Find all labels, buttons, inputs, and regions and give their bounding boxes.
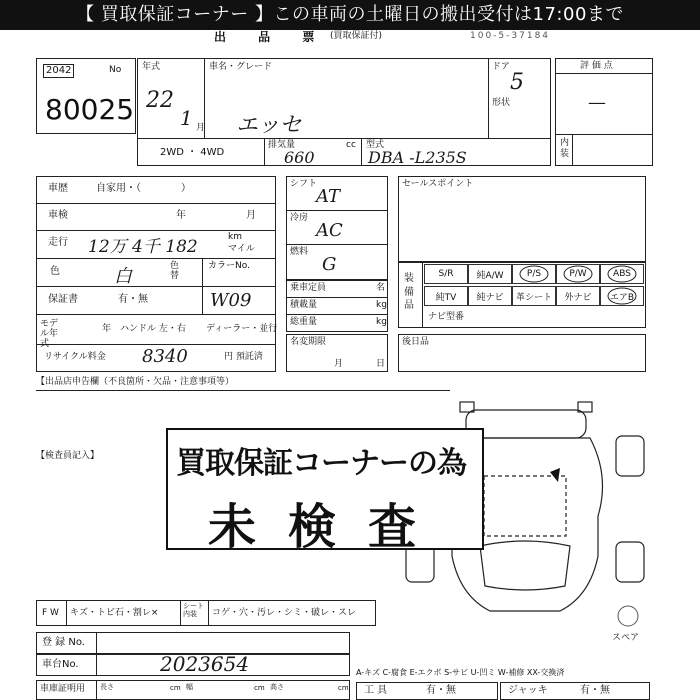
lot-no-label: No [109,65,122,75]
door-value: 5 [510,70,524,95]
total-weight-label: 総重量 [290,317,318,327]
color-no-label: カラーNo. [208,261,250,271]
damage-legend: A-キズ C-腐食 E-エクボ S-サビ U-凹ミ W-補修 XX-交換済 [356,668,565,677]
color-no-value: W09 [210,290,252,311]
shift-value: AT [316,186,341,207]
navi-model-label: ナビ型番 [428,312,465,322]
chassis-label: 車台No. [42,659,79,670]
header-code: 100-5-37184 [470,31,551,41]
not-inspected-stamp [166,428,484,555]
color-change-label: 色替 [170,261,180,281]
inspector-label: 【検査員記入】 [36,451,100,461]
recycle-value: 8340 [142,346,188,367]
capacity-unit: 名 [376,283,386,293]
later-date-label: 後日品 [402,337,430,347]
recycle-unit: 円 預託済 [224,352,263,362]
stamp-line-1: 買取保証コーナーの為 [176,446,466,481]
name-change-day: 日 [376,359,386,369]
cert-length-label: 長さ [100,683,114,691]
registration-label: 登 録 No. [42,637,85,648]
engine-value: 660 [284,148,315,167]
interior-label: 内装 [560,138,570,159]
engine-unit: cc [346,140,356,150]
spare-label: スペア [612,633,640,643]
name-change-month: 月 [334,359,344,369]
equip-navi: 純ナビ [468,286,512,306]
equip-pw: P/W [556,264,600,284]
later-date-box [398,334,646,372]
notes-label: 【出品店申告欄（不良箇所・欠品・注意事項等） [36,377,235,387]
cert-height-unit: cm [338,684,349,692]
top-banner: 【 買取保証コーナー 】この車両の土曜日の搬出受付は17:00まで [0,0,700,30]
cert-length-unit: cm [170,684,181,692]
garage-cert-label: 車庫証明用 [40,684,86,694]
cert-height-label: 高さ [270,683,284,691]
fw-value: キズ・トビ石・割レ× [70,608,159,618]
equipment-label: 装備品 [404,273,414,311]
equip-airbag: エアB [600,286,644,306]
score-label: 評 価 点 [580,61,613,71]
aircon-value: AC [316,220,343,241]
tools-value: 有・無 [426,685,456,696]
equip-ext-navi: 外ナビ [556,286,600,306]
handle-label: ハンドル 左・右 [120,324,186,334]
cert-width-unit: cm [254,684,265,692]
mileage-value: 12万 4千 182 [88,237,198,257]
mileage-unit-km: km [228,232,242,242]
sheet-subtitle: (買取保証付) [330,31,383,41]
load-unit: kg [376,300,387,310]
model-label: 型式 [366,140,385,150]
aircon-label: 冷房 [290,213,309,223]
inspection-label: 車検 [48,210,68,221]
sales-point-label: セールスポイント [402,179,474,189]
lot-number: 80025 [45,93,135,126]
equip-alloy: 純A/W [468,264,512,284]
door-label: ドア [492,62,510,72]
equip-sunroof: S/R [424,264,468,284]
shift-label: シフト [290,179,318,189]
model-year-label: モデル年式 [40,319,59,349]
history-label: 車歴 [48,183,68,194]
mileage-label: 走行 [48,237,68,248]
fuel-label: 燃料 [290,247,309,257]
stamp-line-2: 未検査 [208,499,449,555]
car-name-value: エッセ [236,113,302,138]
sheet-title: 出 品 票 [214,30,329,44]
fuel-value: G [322,254,337,275]
year-era-value: 22 [146,88,174,113]
mileage-unit-mile: マイル [228,244,255,254]
inspection-year: 年 [176,210,186,221]
car-name-label: 車名・グレード [209,62,273,72]
month-label: 月 [196,123,206,133]
drive-type: 2WD ・ 4WD [160,147,225,158]
equip-abs: ABS [600,264,644,284]
year-label: 年式 [142,62,161,72]
year-month-value: 1 [180,106,193,130]
lot-code: 2042 [43,64,74,78]
total-weight-unit: kg [376,317,387,327]
color-value: 白 [114,266,132,287]
shape-label: 形状 [492,98,511,108]
warranty-label: 保証書 [48,294,78,305]
cert-width-label: 幅 [186,683,193,691]
warranty-value: 有・無 [118,294,148,305]
color-label: 色 [50,266,60,277]
recycle-label: リサイクル料金 [44,352,106,362]
tools-label: 工 具 [364,685,388,696]
engine-label: 排気量 [268,140,296,150]
equip-tv: 純TV [424,286,468,306]
model-value: DBA -L235S [368,148,467,167]
chassis-value: 2023654 [160,652,250,676]
load-label: 積載量 [290,300,318,310]
vehicle-detail-table [36,176,276,372]
jack-label: ジャッキ [508,685,548,696]
name-change-label: 名変期限 [290,337,327,347]
equip-leather: 革シート [512,286,556,306]
history-value: 自家用・（ ） [96,183,191,194]
fw-label: F W [42,608,59,618]
model-year-unit: 年 [102,324,112,334]
equipment-marks [510,262,650,310]
capacity-label: 乗車定員 [290,283,327,293]
dealer-label: ディーラー・並行 [206,324,278,334]
inspection-month: 月 [246,210,256,221]
seat-value: コゲ・穴・汚レ・シミ・破レ・スレ [212,608,357,618]
score-value: — [588,92,606,113]
equip-ps: P/S [512,264,556,284]
seat-label: シート内装 [183,602,204,618]
lot-box [36,58,136,134]
jack-value: 有・無 [580,685,610,696]
